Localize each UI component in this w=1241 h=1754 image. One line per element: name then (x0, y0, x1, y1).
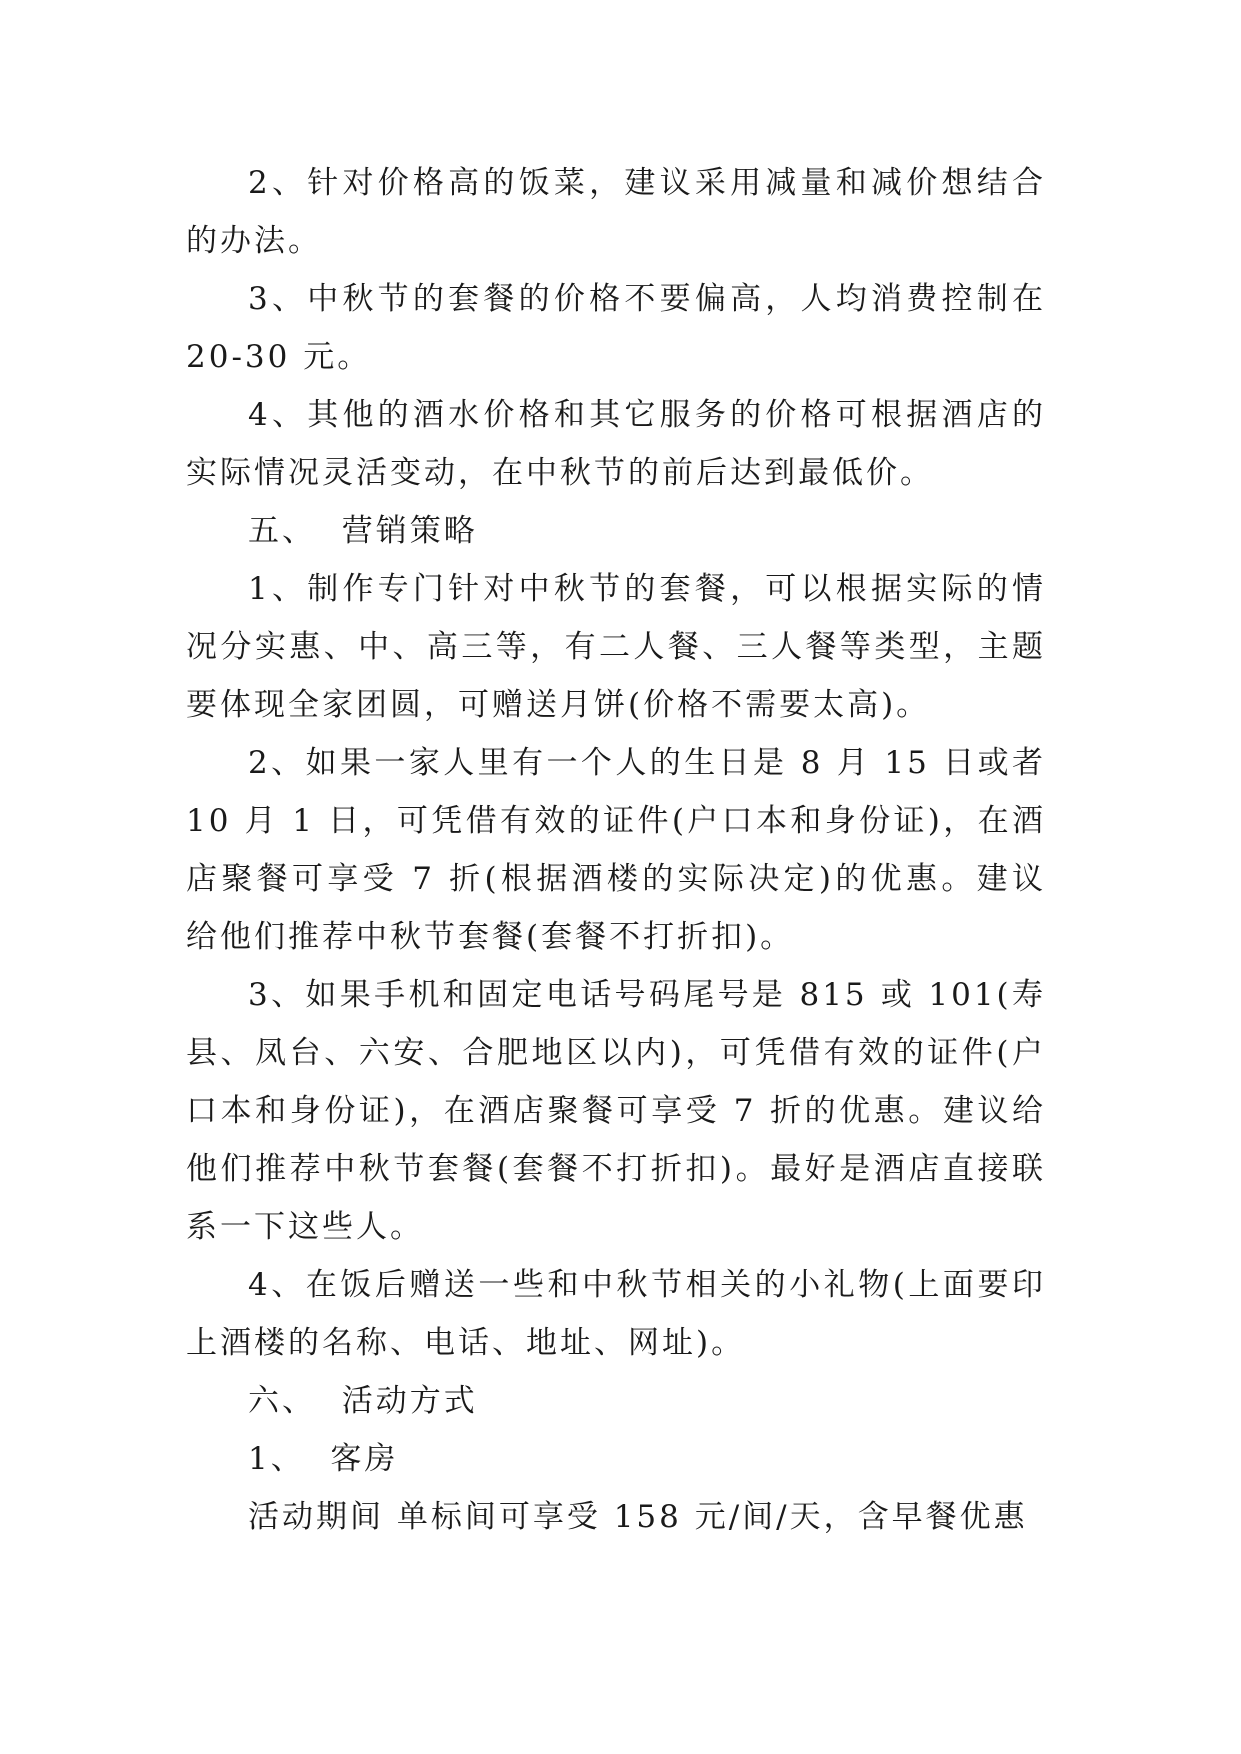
paragraph-gifts: 4、在饭后赠送一些和中秋节相关的小礼物(上面要印上酒楼的名称、电话、地址、网址)。 (186, 1267, 1046, 1361)
paragraph-room-offer: 活动期间 单标间可享受 158 元/间/天，含早餐优惠 (248, 1499, 1028, 1535)
paragraph-phone-discount: 3、如果手机和固定电话号码尾号是 815 或 101(寿县、凤台、六安、合肥地区以内)，可凭借有效的证件(户口本和身份证)，在酒店聚餐可享受 7 折的优惠。建议给他们推荐中秋节套餐(套餐不打折扣)。最好是酒店直接联系一下这些人。 (186, 977, 1046, 1245)
subheading-guest-rooms: 1、 客房 (248, 1441, 399, 1477)
paragraph-set-meal-price: 3、中秋节的套餐的价格不要偏高，人均消费控制在 20-30 元。 (186, 281, 1046, 375)
document-body (186, 154, 1046, 1546)
paragraph-birthday-discount: 2、如果一家人里有一个人的生日是 8 月 15 日或者 10 月 1 日，可凭借有效的证件(户口本和身份证)，在酒店聚餐可享受 7 折(根据酒楼的实际决定)的优惠。建议给他们推荐中秋节套餐(套餐不打折扣)。 (186, 745, 1046, 955)
section-heading-marketing: 五、 营销策略 (248, 513, 478, 549)
paragraph-price-high-dishes: 2、针对价格高的饭菜，建议采用减量和减价想结合的办法。 (186, 165, 1046, 259)
section-heading-activity: 六、 活动方式 (248, 1383, 478, 1419)
paragraph-drinks-price: 4、其他的酒水价格和其它服务的价格可根据酒店的实际情况灵活变动，在中秋节的前后达到最低价。 (186, 397, 1046, 491)
paragraph-set-meal: 1、制作专门针对中秋节的套餐，可以根据实际的情况分实惠、中、高三等，有二人餐、三人餐等类型，主题要体现全家团圆，可赠送月饼(价格不需要太高)。 (186, 571, 1046, 723)
